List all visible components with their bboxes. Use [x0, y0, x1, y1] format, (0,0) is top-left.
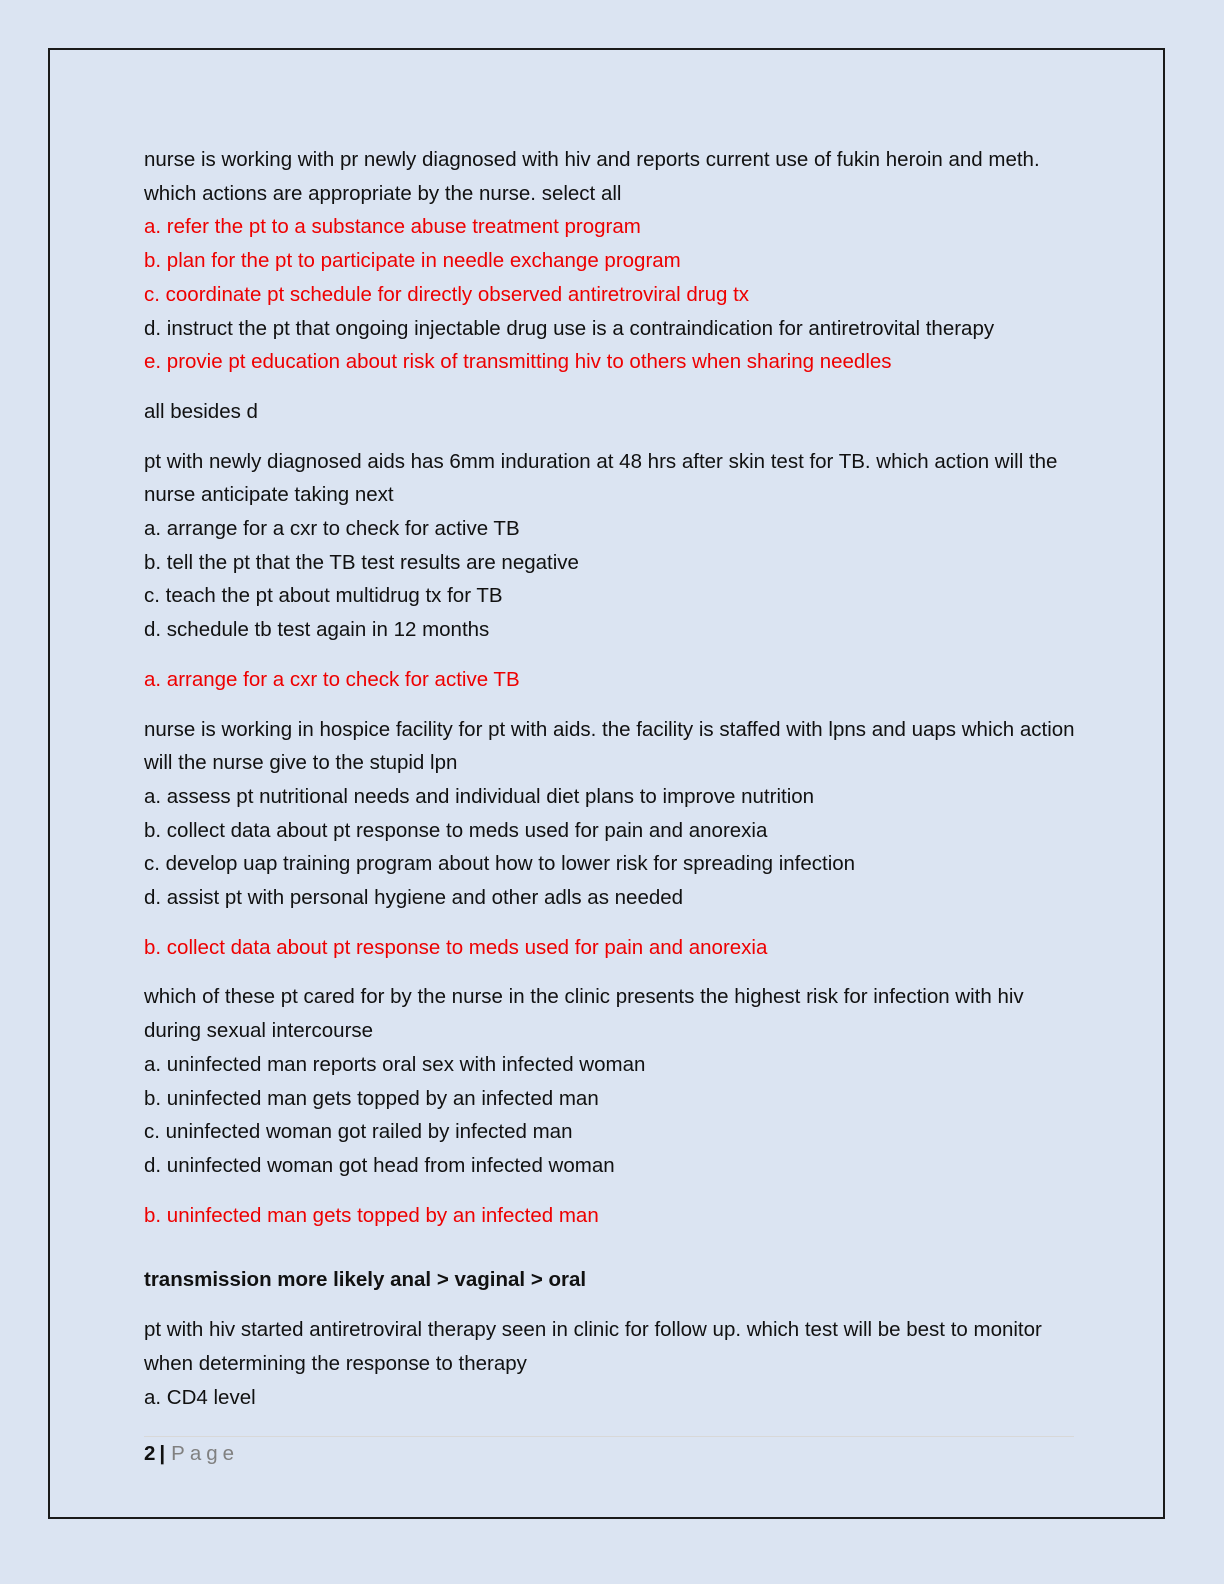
page-footer — [144, 1440, 239, 1468]
question-2-option-c: c. teach the pt about multidrug tx for TB — [144, 584, 503, 608]
question-4-option-b: b. uninfected man gets topped by an infected man — [144, 1086, 599, 1110]
question-3-option-d: d. assist pt with personal hygiene and other adls as needed — [144, 886, 684, 910]
question-1-option-e: e. provie pt education about risk of transmitting hiv to others when sharing needles — [144, 350, 892, 374]
question-1-stem: nurse is working with pr newly diagnosed with hiv and reports current use of fukin heroin and meth. which actions are appropriate by the nurse. select all — [144, 148, 1040, 205]
question-4-option-a: a. uninfected man reports oral sex with infected woman — [144, 1052, 646, 1076]
question-5-stem: pt with hiv started antiretroviral therapy seen in clinic for follow up. which test will be best to monitor when determining the response to therapy — [144, 1318, 1042, 1375]
question-4-option-c: c. uninfected woman got railed by infected man — [144, 1120, 573, 1144]
question-2-option-a: a. arrange for a cxr to check for active TB — [144, 517, 520, 541]
question-1-option-b: b. plan for the pt to participate in needle exchange program — [144, 249, 681, 273]
question-4-answer: b. uninfected man gets topped by an infected man — [144, 1203, 599, 1227]
question-1-option-d: d. instruct the pt that ongoing injectable drug use is a contraindication for antiretrovital therapy — [144, 316, 995, 340]
question-2-stem: pt with newly diagnosed aids has 6mm induration at 48 hrs after skin test for TB. which action will the nurse anticipate taking next — [144, 449, 1058, 507]
question-4-option-d: d. uninfected woman got head from infected woman — [144, 1153, 615, 1177]
question-1-answer: all besides d — [144, 399, 258, 423]
question-2-option-d: d. schedule tb test again in 12 months — [144, 618, 490, 642]
page-number: 2 — [144, 1442, 156, 1465]
question-3-stem: nurse is working in hospice facility for pt with aids. the facility is staffed with lpns and uaps which action will the nurse give to the stupid lpn — [144, 717, 1075, 775]
question-4-stem: which of these pt cared for by the nurse in the clinic presents the highest risk for infection with hiv during sexual intercourse — [144, 985, 1024, 1043]
document-body — [144, 143, 1084, 1414]
question-3-option-b: b. collect data about pt response to meds used for pain and anorexia — [144, 818, 768, 842]
question-1-option-a: a. refer the pt to a substance abuse treatment program — [144, 215, 641, 239]
footer-divider — [144, 1436, 1074, 1437]
question-2-option-b: b. tell the pt that the TB test results are negative — [144, 550, 579, 574]
footer-separator: | — [159, 1442, 166, 1465]
question-3-answer: b. collect data about pt response to meds used for pain and anorexia — [144, 935, 768, 959]
question-4-note: transmission more likely anal > vaginal > oral — [144, 1268, 587, 1292]
question-2-answer: a. arrange for a cxr to check for active TB — [144, 667, 520, 691]
question-5-option-a: a. CD4 level — [144, 1385, 256, 1409]
question-3-option-c: c. develop uap training program about how to lower risk for spreading infection — [144, 852, 856, 876]
question-3-option-a: a. assess pt nutritional needs and individual diet plans to improve nutrition — [144, 784, 815, 808]
question-1-option-c: c. coordinate pt schedule for directly observed antiretroviral drug tx — [144, 282, 750, 306]
page-label: Page — [171, 1442, 240, 1465]
